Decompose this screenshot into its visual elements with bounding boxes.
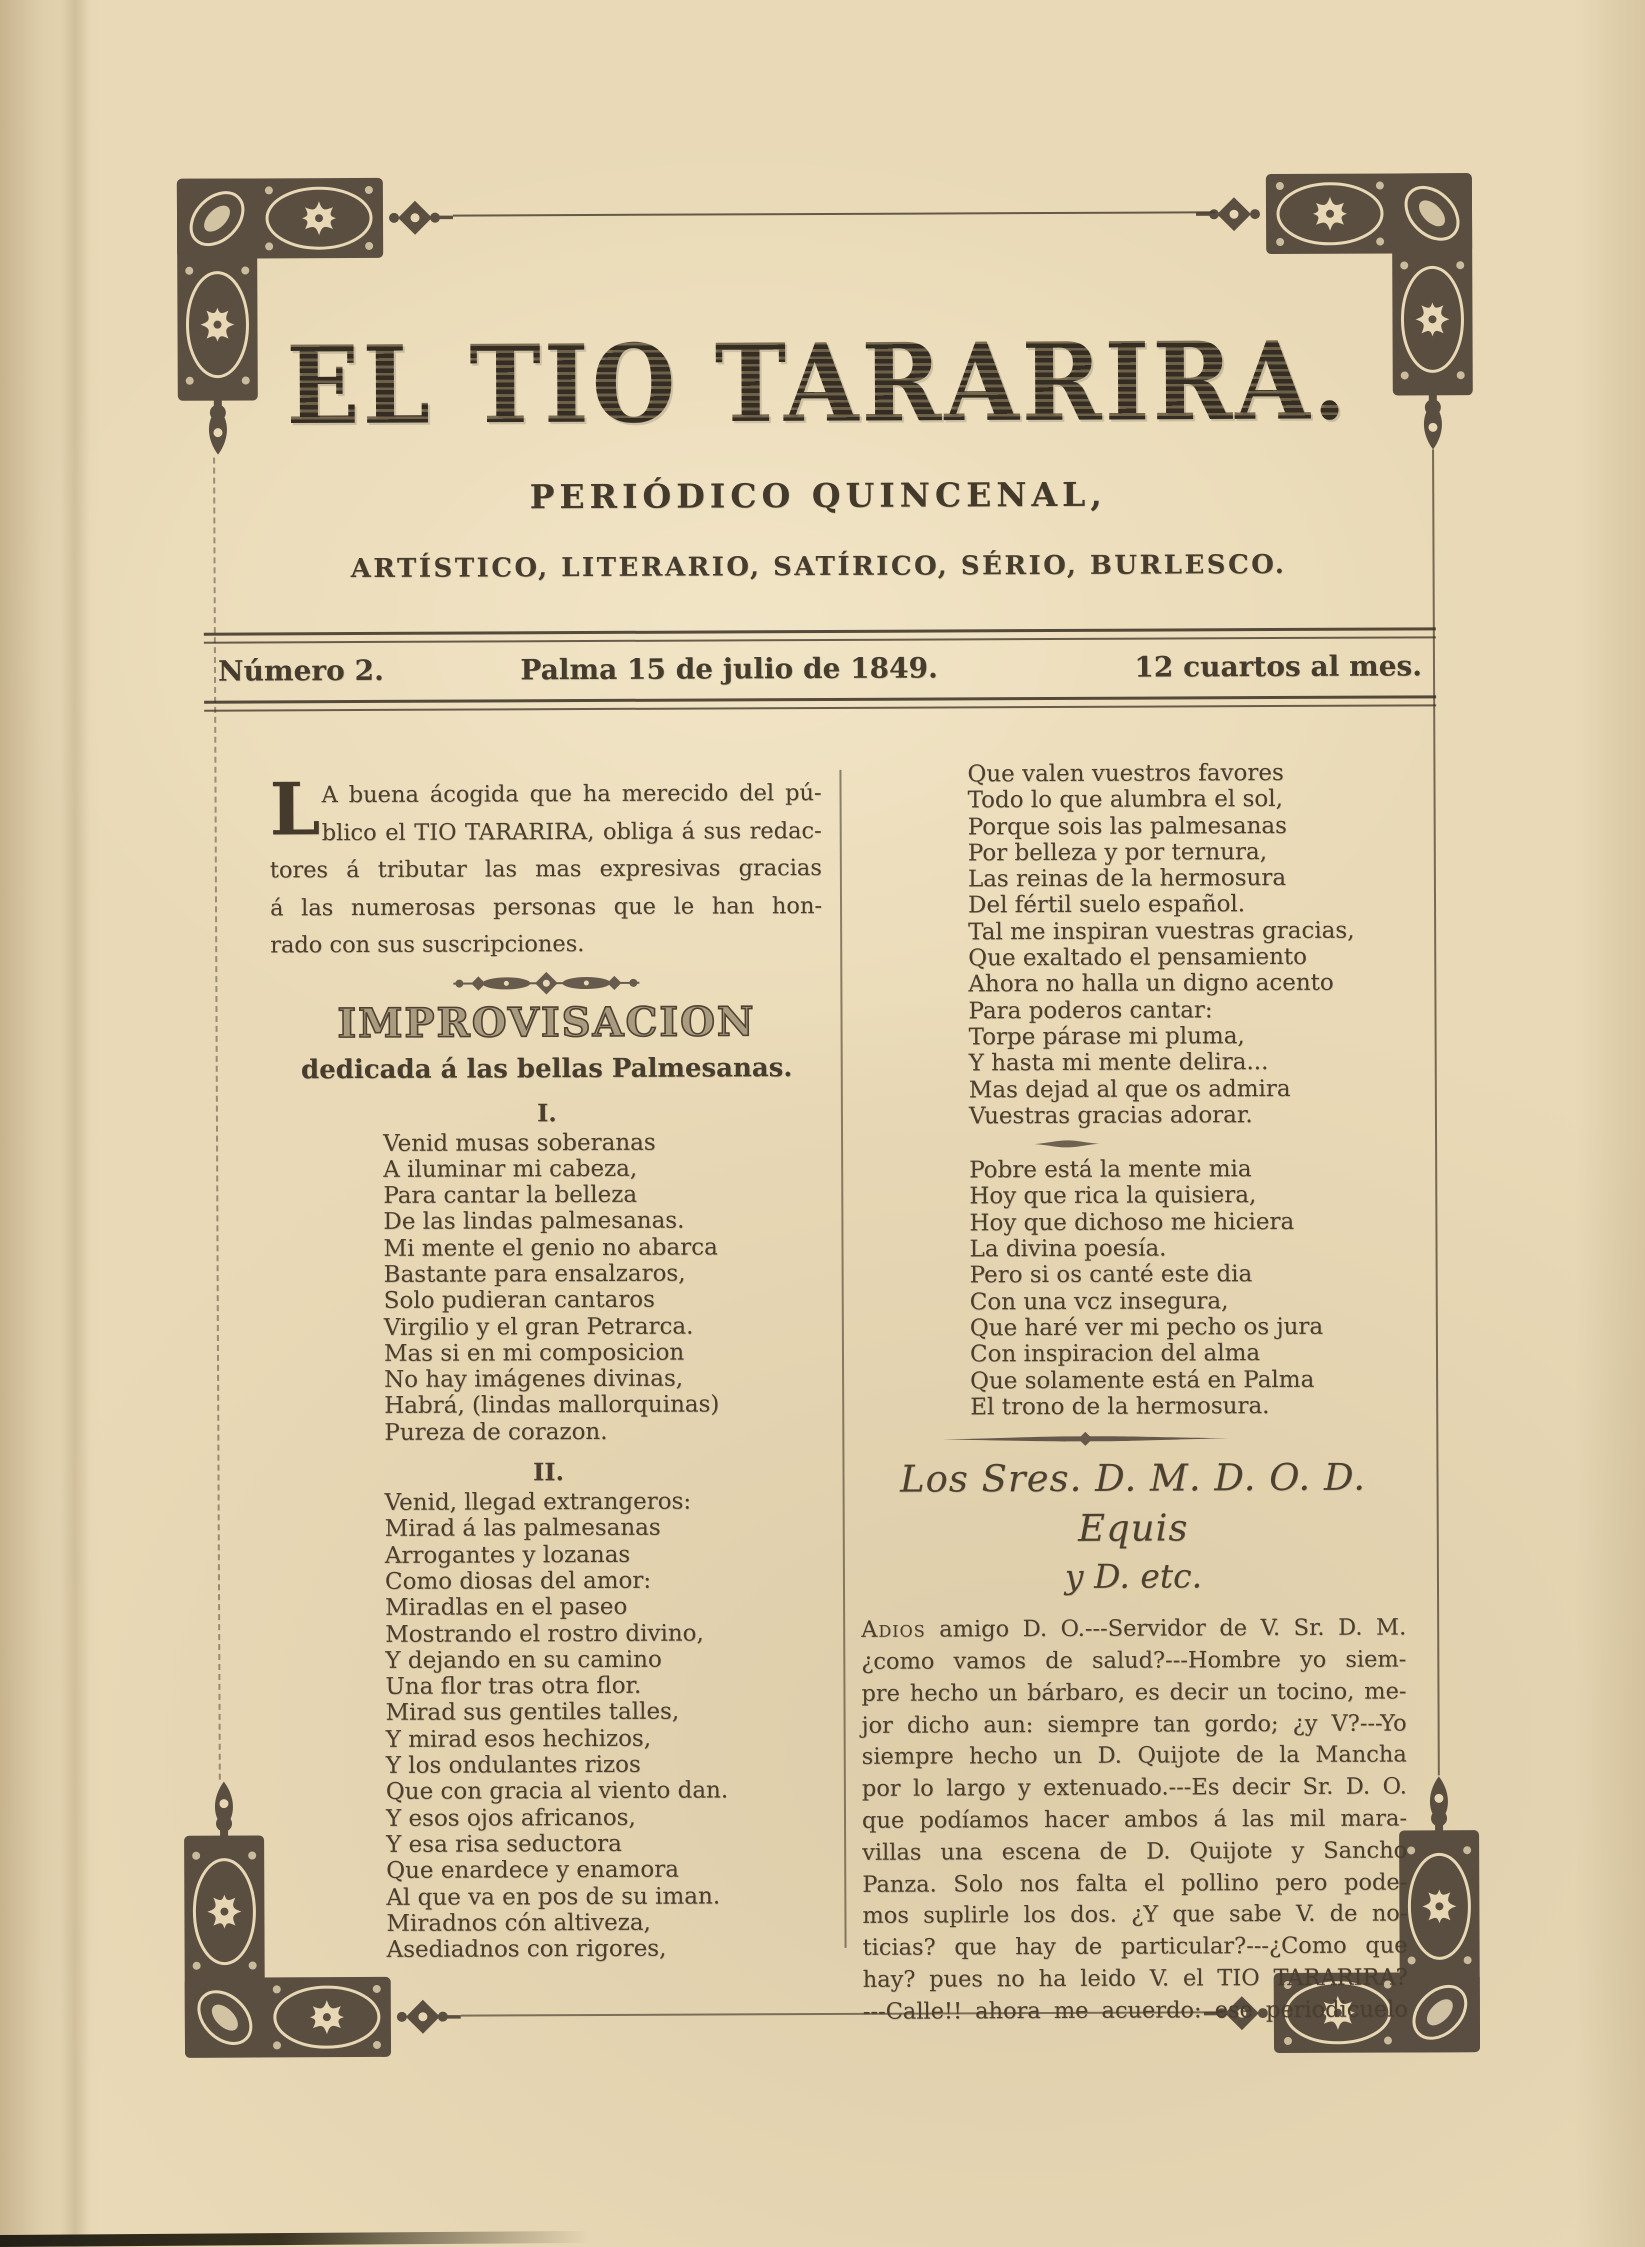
poem-line: Mi mente el genio no abarca [383,1234,718,1262]
poem-line: Mirad sus gentiles talles, [385,1699,680,1727]
poem-line: Las reinas de la hermosura [967,865,1287,893]
poem-line: De las lindas palmesanas. [383,1207,685,1236]
intro-paragraph [269,766,823,965]
intro-line: A buena ácogida que ha merecido del pú- [321,780,822,809]
poem-line: Con una vcz insegura, [969,1287,1229,1316]
column-divider-rule [839,770,846,1948]
prose-line: siempre hecho un D. Quijote de la Mancha [861,1741,1407,1771]
poem-line: Asediadnos con rigores, [386,1935,667,1964]
intro-line: rado con sus suscripciones. [270,931,585,959]
poem-line: Con inspiracion del alma [969,1340,1261,1368]
newspaper-subtitle: PERIÓDICO QUINCENAL, [529,474,1107,517]
prose-lines [861,1644,1408,2028]
poem-line: Por belleza y por ternura, [967,838,1268,867]
poem-line: Vuestras gracias adorar. [968,1101,1253,1130]
poem-line: Venid, llegad extrangeros: [384,1488,692,1516]
poem-line: Ahora no halla un digno acento [968,970,1334,998]
poem-line: Mirad á las palmesanas [384,1515,661,1543]
poem-line: Tal me inspiran vuestras gracias, [968,917,1355,946]
drop-cap: L [269,766,321,852]
poem-line: Venid musas soberanas [383,1129,656,1157]
intro-lines [269,766,823,965]
prose-line: hay? pues no ha leido V. el TIO TARARIRA? [862,1964,1408,1993]
poem-title: IMPROVISACION [337,997,756,1047]
poem-line: Miradnos cón altiveza, [386,1909,651,1937]
poem-line: Para cantar la belleza [383,1181,638,1210]
prose-line: ticias? que hay de particular?---¿Como que [862,1932,1408,1961]
poem-line: Porque sois las palmesanas [967,812,1287,840]
poem-line: Mostrando el rostro divino, [385,1620,704,1648]
poem-line: Mas dejad al que os admira [968,1075,1291,1103]
poem-stanza-4 [859,1156,1405,1421]
poem-line: Que con gracia al viento dan. [385,1777,729,1806]
poem-line: Al que va en pos de su iman. [386,1882,721,1911]
poem-stanza-2 [273,1488,827,1964]
poem-line: Mas si en mi composicion [383,1339,685,1367]
poem-line: Y los ondulantes rizos [385,1751,641,1779]
place-and-date: Palma 15 de julio de 1849. [520,651,938,687]
poem-line: Que exaltado el pensamiento [968,943,1308,972]
poem-line: Y dejando en su camino [385,1646,662,1674]
poem-line: Arrogantes y lozanas [384,1541,631,1569]
prose-line: Panza. Solo nos falta el pollino pero pode- [862,1868,1408,1898]
intro-line: tores á tributar las mas expresivas gracias [269,855,822,884]
poem-line: Bastante para ensalzaros, [383,1260,686,1288]
right-column [857,759,1408,2028]
poem-line: Solo pudieran cantaros [383,1287,655,1315]
prose-line-first [861,1613,1406,1647]
poem-line: Miradlas en el paseo [385,1594,628,1622]
intro-line: á las numerosas personas que le han hon- [269,892,823,921]
poem-line: Del fértil suelo español. [967,891,1246,919]
poem-line: Pobre está la mente mia [969,1156,1252,1184]
prose-line: ¿como vamos de salud?---Hombre yo siem- [861,1646,1407,1675]
newspaper-tagline: ARTÍSTICO, LITERARIO, SATÍRICO, SÉRIO, BURLESCO. [350,549,1287,585]
poem-line: Pureza de corazon. [384,1418,608,1446]
poem-line: Y mirad esos hechizos, [385,1725,652,1753]
poem-line: Virgilio y el gran Petrarca. [383,1313,694,1341]
poem-line: A iluminar mi cabeza, [383,1155,638,1183]
newspaper-title: EL TIO TARARIRA. [198,327,1438,440]
tapered-rule-with-diamond-icon [940,1431,1230,1446]
poem-line: Una flor tras otra flor. [385,1672,642,1701]
poem-line: Que haré ver mi pecho os jura [969,1313,1324,1342]
prose-line: que podíamos hacer ambos á las mil mara- [861,1805,1408,1834]
poem-dedication: dedicada á las bellas Palmesanas. [300,1052,793,1085]
poem-stanza-1 [271,1129,824,1447]
poem-line: No hay imágenes divinas, [384,1365,684,1394]
prose-line: mos suplirle los dos. ¿Y que sabe V. de no- [862,1900,1408,1930]
prose-line: jor dicho aun: siempre tan gordo; ¿y V?---Yo [861,1709,1407,1739]
poem-line: Todo lo que alumbra el sol, [967,786,1283,814]
poem-line: Habrá, (lindas mallorquinas) [384,1391,720,1420]
poem-line: Pero si os canté este dia [969,1261,1253,1289]
tapered-rule-icon [1034,1139,1100,1149]
poem-line: Que valen vuestros favores [967,759,1284,788]
prose-line: pre hecho un bárbaro, es decir un tocino, me- [861,1678,1407,1707]
prose-line: ---Calle!! ahora me acuerdo: ese periodicuelo [862,1996,1408,2025]
stanza-numeral: II. [533,1457,564,1487]
dialogue-text [861,1613,1408,2029]
subscription-price: 12 cuartos al mes. [1134,649,1423,684]
lead-word: Adios [861,1616,926,1643]
dialogue-heading-line2: y D. etc. [1064,1556,1203,1597]
poem-line: Que solamente está en Palma [970,1366,1315,1394]
prose-line-first-rest: amigo D. O.---Servidor de V. Sr. D. M. [939,1614,1407,1643]
intro-line: blico el TIO TARARIRA, obliga á sus redac- [321,817,822,846]
poem-line: Hoy que dichoso me hiciera [969,1208,1295,1237]
masthead [196,0,1439,585]
prose-line: villas una escena de D. Quijote y Sancho [862,1837,1408,1866]
poem-line: Como diosas del amor: [384,1567,652,1595]
poem-stanza-3 [857,759,1404,1130]
poem-line: Torpe párase mi pluma, [968,1023,1245,1051]
poem-line: Y esos ojos africanos, [385,1804,636,1832]
poem-line: Y esa risa seductora [386,1830,622,1858]
stanza-numeral: I. [537,1097,557,1127]
dateline-bar [204,627,1436,711]
poem-line: La divina poesía. [969,1235,1167,1263]
poem-line: El trono de la hermosura. [970,1392,1270,1421]
poem-line: Para poderos cantar: [968,996,1213,1025]
left-column [269,766,826,1964]
poem-line: Hoy que rica la quisiera, [969,1182,1257,1210]
floral-chain-divider-icon [451,969,641,996]
dialogue-heading-line1: Los Sres. D. M. D. O. D. Equis [899,1455,1367,1551]
prose-line: por lo largo y extenuado.---Es decir Sr. D. O. [861,1773,1407,1802]
issue-number: Número 2. [217,653,384,688]
poem-line: Que enardece y enamora [386,1856,679,1885]
poem-line: Y hasta mi mente delira... [968,1049,1269,1077]
